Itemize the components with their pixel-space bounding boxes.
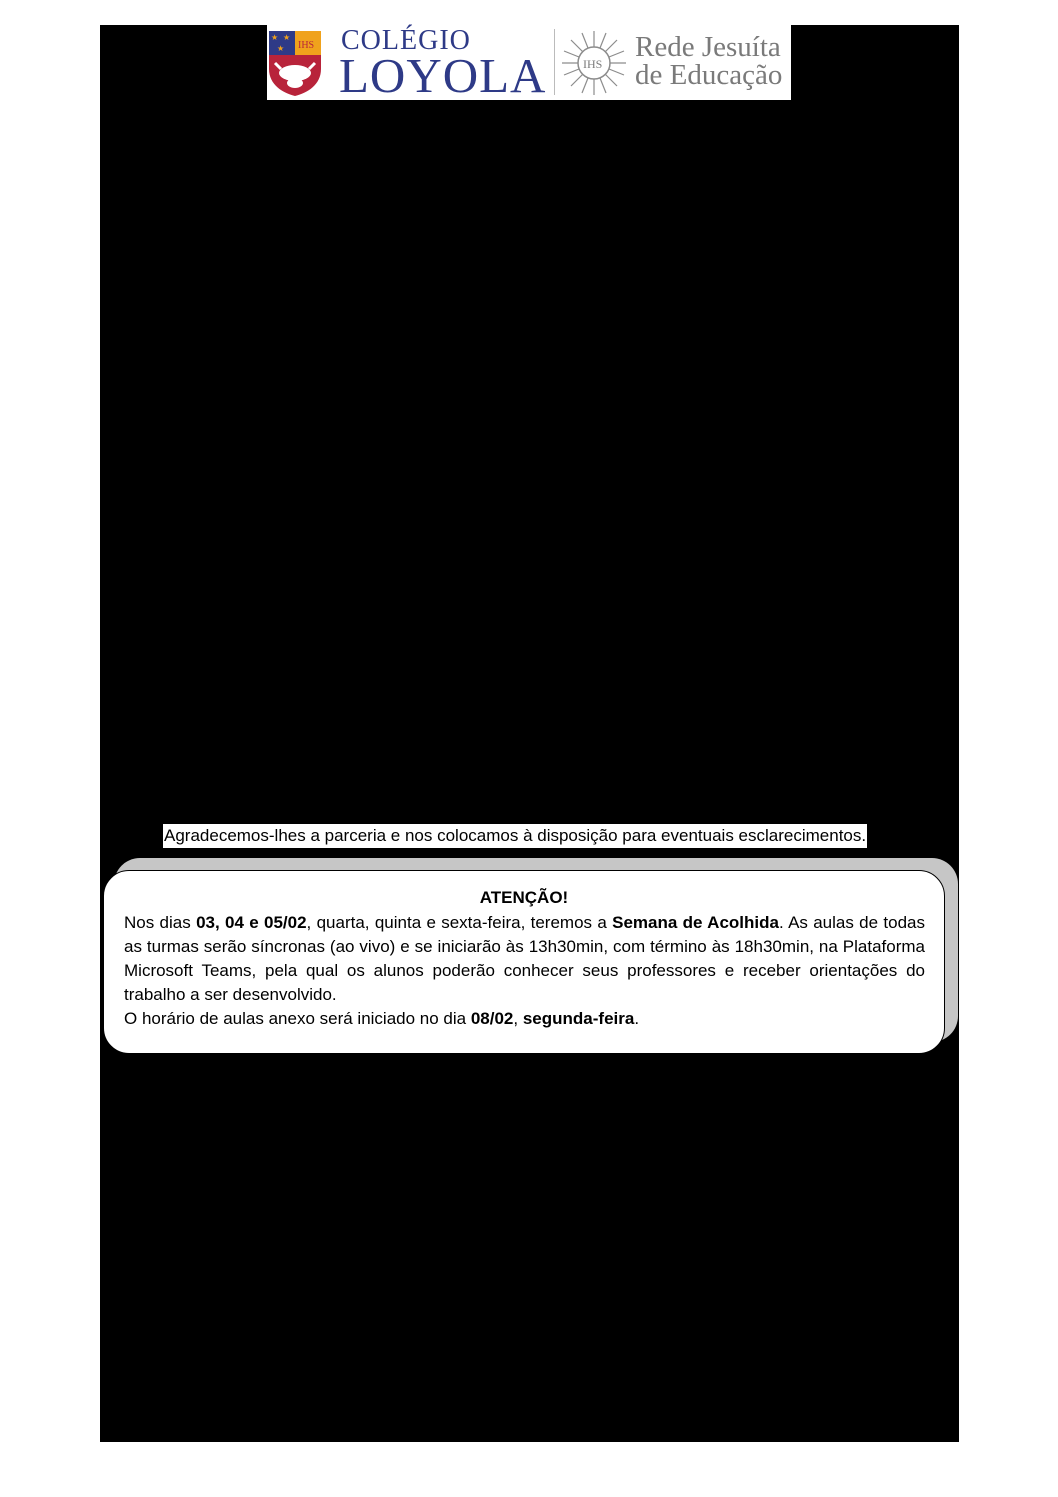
notice-start-date: 08/02 [470, 1009, 514, 1028]
seal-monogram: IHS [583, 57, 603, 71]
attention-notice-box [103, 870, 945, 1054]
network-name-line1: Rede Jesuíta [635, 31, 781, 63]
network-name-line2: de Educação [635, 59, 783, 91]
logo-divider [554, 29, 555, 95]
notice-paragraph-2: O horário de aulas anexo será iniciado no dia 08/02, segunda-feira. [124, 1009, 640, 1028]
thanks-message: Agradecemos-lhes a parceria e nos colocamos à disposição para eventuais esclarecimentos. [163, 824, 867, 848]
school-shield-logo [267, 29, 323, 97]
notice-body [124, 911, 925, 1031]
svg-text:★: ★ [271, 33, 279, 42]
notice-dates: 03, 04 e 05/02 [196, 913, 307, 932]
redacted-page-area [100, 25, 959, 1442]
notice-paragraph-1: Nos dias 03, 04 e 05/02, quarta, quinta e sexta-feira, teremos a Semana de Acolhida. As aulas de todas as turmas serão síncronas (ao vivo) e se iniciarão às 13h30min, com término às 18h30min, na Plataforma Microsoft Teams, pela qual os alunos poderão conhecer seus professores e receber orientações do trabalho a ser desenvolvido. [124, 913, 925, 1004]
notice-title: ATENÇÃO! [479, 888, 569, 907]
school-name-line1: COLÉGIO [341, 25, 471, 56]
school-name-line2: LOYOLA [339, 48, 547, 103]
jesuit-network-seal-icon [560, 29, 628, 97]
svg-text:★: ★ [277, 44, 285, 53]
notice-event-name: Semana de Acolhida [612, 913, 779, 932]
shield-monogram: IHS [298, 40, 315, 51]
svg-text:★: ★ [283, 33, 291, 42]
header-logo-banner [267, 25, 791, 103]
notice-start-day: segunda-feira [522, 1009, 635, 1028]
network-name [635, 33, 782, 89]
